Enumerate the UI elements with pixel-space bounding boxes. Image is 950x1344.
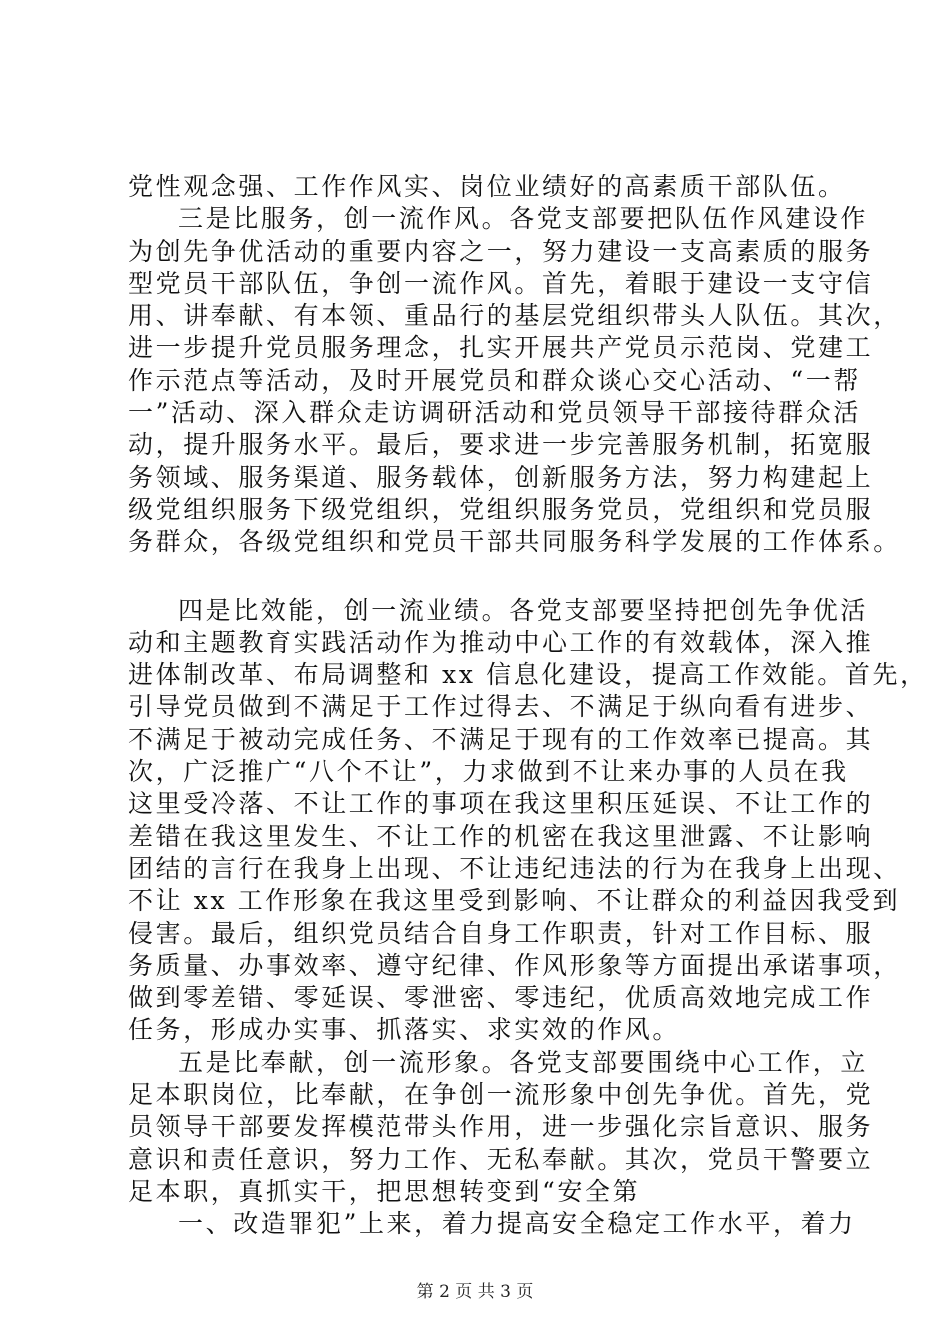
text-line: 型党员干部队伍，争创一流作风。首先，着眼于建设一支守信 (128, 268, 874, 298)
text-line: 团结的言行在我身上出现、不让违纪违法的行为在我身上出现、 (128, 853, 901, 883)
text-line: 务领域、服务渠道、服务载体，创新服务方法，努力构建起上 (128, 462, 874, 492)
text-line: 不让 xx 工作形象在我这里受到影响、不让群众的利益因我受到 (128, 886, 901, 916)
text-line: 四是比效能，创一流业绩。各党支部要坚持把创先争优活 (178, 595, 869, 625)
text-line: 做到零差错、零延误、零泄密、零违纪，优质高效地完成工作 (128, 983, 874, 1013)
text-line: 五是比奉献，创一流形象。各党支部要围绕中心工作，立 (178, 1047, 869, 1077)
text-line: 引导党员做到不满足于工作过得去、不满足于纵向看有进步、 (128, 692, 874, 722)
text-line: 务质量、办事效率、遵守纪律、作风形象等方面提出承诺事项， (128, 950, 901, 980)
text-line: 动，提升服务水平。最后，要求进一步完善服务机制，拓宽服 (128, 430, 874, 460)
text-line: 员领导干部要发挥模范带头作用，进一步强化宗旨意识、服务 (128, 1112, 874, 1142)
page-footer: 第 2 页 共 3 页 (416, 1282, 534, 1302)
text-line: 进体制改革、布局调整和 xx 信息化建设，提高工作效能。首先， (128, 660, 928, 690)
text-line: 作示范点等活动，及时开展党员和群众谈心交心活动、“一帮 (128, 365, 861, 395)
text-line: 足本职岗位，比奉献，在争创一流形象中创先争优。首先，党 (128, 1080, 874, 1110)
paragraph-gap (128, 559, 838, 595)
text-line: 务群众，各级党组织和党员干部共同服务科学发展的工作体系。 (128, 527, 901, 557)
text-line: 进一步提升党员服务理念，扎实开展共产党员示范岗、党建工 (128, 333, 874, 363)
text-line: 侵害。最后，组织党员结合自身工作职责，针对工作目标、服 (128, 918, 874, 948)
text-line: 任务，形成办实事、抓落实、求实效的作风。 (128, 1015, 681, 1045)
text-line: 一、改造罪犯”上来，着力提高安全稳定工作水平，着力 (178, 1209, 856, 1239)
text-line: 级党组织服务下级党组织，党组织服务党员，党组织和党员服 (128, 494, 874, 524)
text-line: 差错在我这里发生、不让工作的机密在我这里泄露、不让影响 (128, 821, 874, 851)
text-line: 党性观念强、工作作风实、岗位业绩好的高素质干部队伍。 (128, 172, 846, 201)
text-line: 三是比服务，创一流作风。各党支部要把队伍作风建设作 (178, 204, 869, 234)
text-line: 动和主题教育实践活动作为推动中心工作的有效载体，深入推 (128, 627, 874, 657)
text-line: 用、讲奉献、有本领、重品行的基层党组织带头人队伍。其次， (128, 301, 901, 331)
text-line: 一”活动、深入群众走访调研活动和党员领导干部接待群众活 (128, 398, 861, 428)
text-line: 这里受冷落、不让工作的事项在我这里积压延误、不让工作的 (128, 789, 874, 819)
text-line: 不满足于被动完成任务、不满足于现有的工作效率已提高。其 (128, 724, 874, 754)
text-line: 次，广泛推广“八个不让”，力求做到不让来办事的人员在我 (128, 757, 849, 787)
text-line: 足本职，真抓实干，把思想转变到“安全第 (128, 1176, 641, 1206)
body-text (128, 171, 928, 1241)
text-line: 意识和责任意识，努力工作、无私奉献。其次，党员干警要立 (128, 1144, 874, 1174)
text-line: 为创先争优活动的重要内容之一，努力建设一支高素质的服务 (128, 236, 874, 266)
